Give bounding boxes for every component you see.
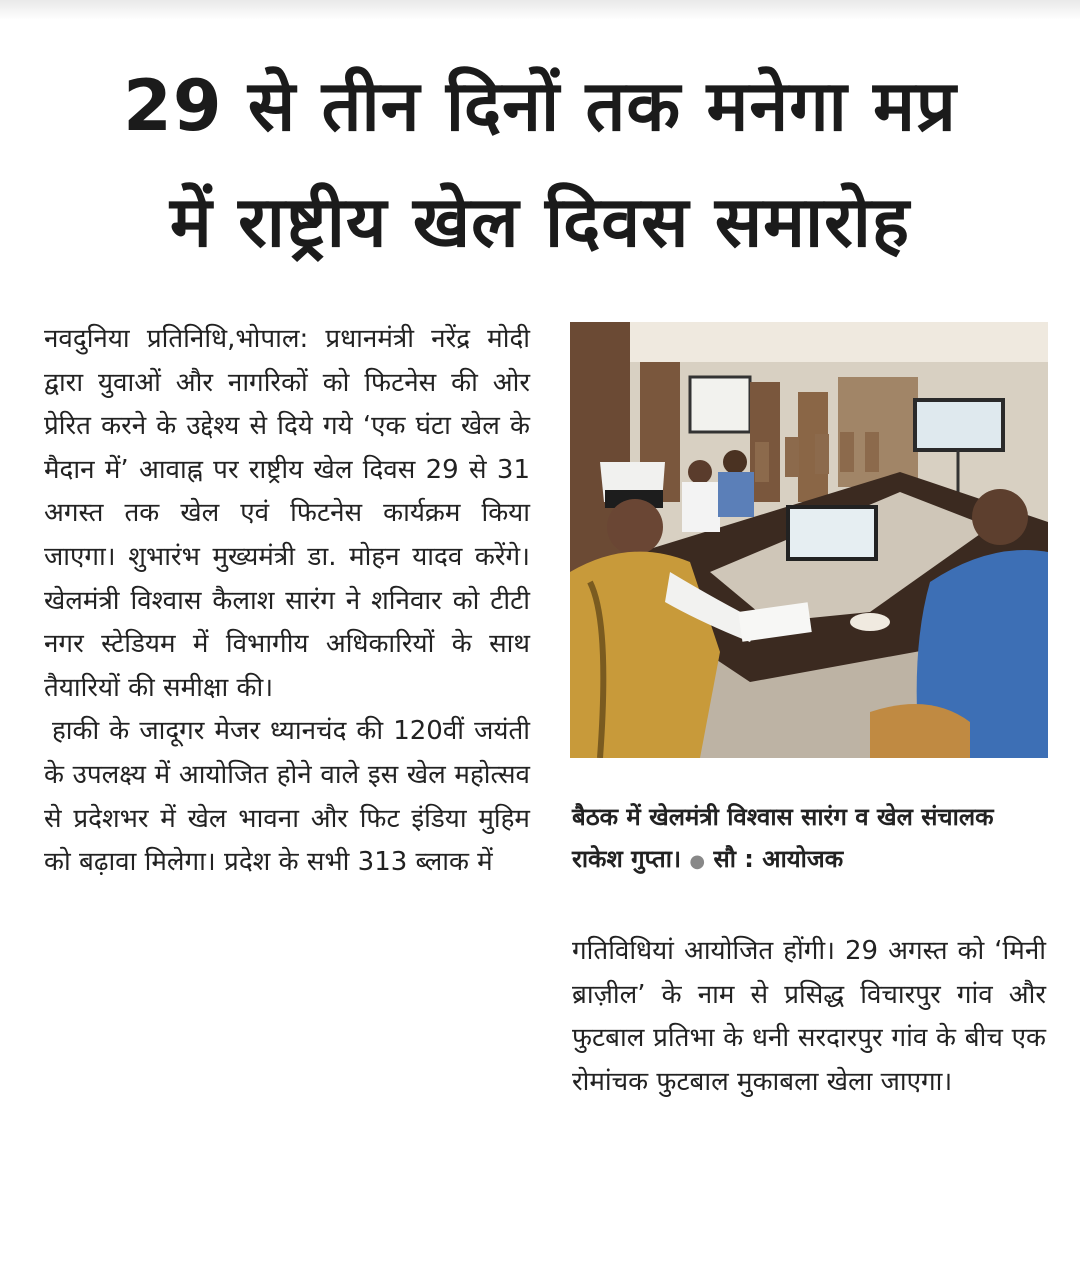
headline-line-2: में राष्ट्रीय खेल दिवस समारोह xyxy=(169,181,911,263)
headline xyxy=(20,48,1060,280)
photo-caption xyxy=(572,796,1048,883)
article-column-right xyxy=(572,930,1046,1104)
meeting-photo xyxy=(570,322,1048,758)
meeting-photo-illustration xyxy=(570,322,1048,758)
page-top-edge xyxy=(0,0,1080,20)
credit-bullet: ● xyxy=(689,851,706,872)
photo-credit: सौ : आयोजक xyxy=(713,845,844,873)
article-column-left xyxy=(44,318,530,885)
caption-text: बैठक में खेलमंत्री विश्वास सारंग व खेल संचालक राकेश गुप्ता। xyxy=(572,803,994,873)
article-paragraph-2: हाकी के जादूगर मेजर ध्यानचंद की 120वीं जयंती के उपलक्ष्य में आयोजित होने वाले इस खेल महोत्सव से प्रदेशभर में खेल भावना और फिट इंडिया मुहिम को बढ़ावा मिलेगा। प्रदेश के सभी 313 ब्लाक में xyxy=(44,716,530,878)
article-paragraph-1: नवदुनिया प्रतिनिधि,भोपाल: प्रधानमंत्री नरेंद्र मोदी द्वारा युवाओं और नागरिकों को फिटनेस की ओर प्रेरित करने के उद्देश्य से दिये गये ‘एक घंटा खेल के मैदान में’ आवाह्न पर राष्ट्रीय खेल दिवस 29 से 31 अगस्त तक खेल एवं फिटनेस कार्यक्रम किया जाएगा। शुभारंभ मुख्यमंत्री डा. मोहन यादव करेंगे। खेलमंत्री विश्वास कैलाश सारंग ने शनिवार को टीटी नगर स्टेडियम में विभागीय अधिकारियों के साथ तैयारियों की समीक्षा की। xyxy=(44,324,530,703)
headline-line-1: 29 से तीन दिनों तक मनेगा मप्र xyxy=(123,65,957,147)
article-paragraph-3: गतिविधियां आयोजित होंगी। 29 अगस्त को ‘मिनी ब्राज़ील’ के नाम से प्रसिद्ध विचारपुर गांव और फुटबाल प्रतिभा के धनी सरदारपुर गांव के बीच एक रोमांचक फुटबाल मुकाबला खेला जाएगा। xyxy=(572,936,1046,1097)
